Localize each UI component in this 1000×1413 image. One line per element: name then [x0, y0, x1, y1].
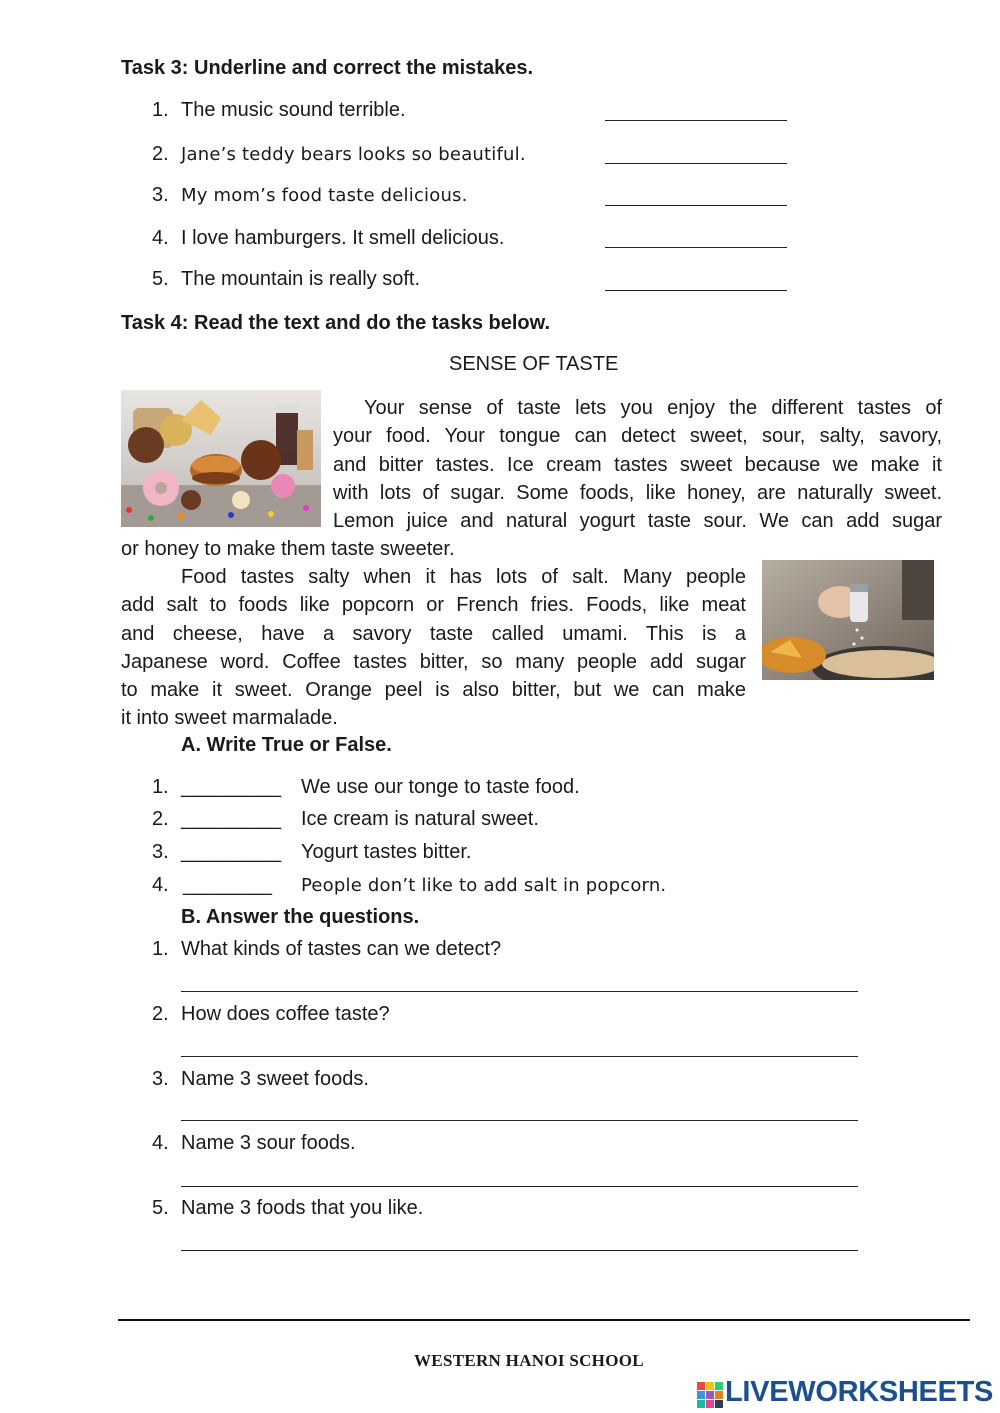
paragraph-line: Lemon juice and natural yogurt taste sour. We can add sugar [333, 510, 942, 533]
part-a-title: A. Write True or False. [181, 734, 392, 756]
task3-item-number: 2. [152, 143, 169, 165]
answer-line[interactable] [181, 1186, 858, 1187]
task3-item-number: 4. [152, 227, 169, 249]
food-photo-icon [121, 390, 321, 527]
liveworksheets-logo-icon [697, 1382, 723, 1408]
part-a-item-number: 3. [152, 841, 169, 863]
part-a-item-text: People don’t like to add salt in popcorn. [301, 875, 667, 896]
answer-line[interactable] [181, 1120, 858, 1121]
salting-food-photo-icon [762, 560, 934, 680]
answer-blank[interactable] [605, 205, 787, 206]
answer-blank[interactable] [605, 120, 787, 121]
liveworksheets-logo[interactable] [697, 1378, 997, 1412]
task3-item-number: 1. [152, 99, 169, 121]
school-name: WESTERN HANOI SCHOOL [414, 1351, 644, 1370]
true-false-blank[interactable]: _________ [181, 776, 282, 798]
part-a-item-text: Ice cream is natural sweet. [301, 808, 539, 830]
paragraph-line: with lots of sugar. Some foods, like honey, are naturally sweet. [333, 481, 942, 504]
true-false-blank[interactable]: _________ [181, 841, 282, 863]
junk-food-image [121, 390, 321, 527]
answer-blank[interactable] [605, 247, 787, 248]
answer-blank[interactable] [605, 290, 787, 291]
part-b-question: Name 3 sour foods. [181, 1132, 356, 1154]
answer-line[interactable] [181, 991, 858, 992]
paragraph-line: and cheese, have a savory taste called umami. This is a [121, 622, 746, 645]
task3-item-text: I love hamburgers. It smell delicious. [181, 227, 505, 249]
liveworksheets-wordmark: LIVEWORKSHEETS [725, 1376, 994, 1408]
task3-item-text: The music sound terrible. [181, 99, 406, 121]
article-paragraph-2 [121, 563, 746, 733]
paragraph-line: your food. Your tongue can detect sweet, sour, salty, savory, [333, 425, 942, 448]
part-b-title: B. Answer the questions. [181, 906, 420, 928]
part-a-item-text: We use our tonge to taste food. [301, 776, 580, 798]
paragraph-line: to make it sweet. Orange peel is also bitter, but we can make [121, 679, 746, 702]
task3-item-text: My mom’s food taste delicious. [181, 185, 468, 206]
task3-item-number: 5. [152, 268, 169, 290]
part-b-question: Name 3 sweet foods. [181, 1068, 369, 1090]
part-b-item-number: 4. [152, 1132, 169, 1154]
task4-title: Task 4: Read the text and do the tasks below. [121, 312, 550, 334]
paragraph-line: or honey to make them taste sweeter. [121, 538, 455, 560]
article-paragraph-1 [333, 394, 942, 535]
task3-title: Task 3: Underline and correct the mistakes. [121, 57, 534, 79]
paragraph-line: Food tastes salty when it has lots of salt. Many people [181, 566, 746, 588]
true-false-blank[interactable]: ________ [183, 874, 272, 896]
task3-item-text: Jane’s teddy bears looks so beautiful. [181, 144, 526, 165]
paragraph-line: and bitter tastes. Ice cream tastes sweet because we make it [333, 453, 942, 476]
true-false-blank[interactable]: _________ [181, 808, 282, 830]
answer-line[interactable] [181, 1250, 858, 1251]
article-paragraph-1-end [121, 535, 621, 563]
part-b-item-number: 5. [152, 1197, 169, 1219]
part-b-item-number: 2. [152, 1003, 169, 1025]
part-a-item-number: 1. [152, 776, 169, 798]
part-b-question: How does coffee taste? [181, 1003, 390, 1025]
part-a-item-number: 4. [152, 874, 169, 896]
task3-item-number: 3. [152, 184, 169, 206]
answer-line[interactable] [181, 1056, 858, 1057]
salt-shaker-image [762, 560, 934, 680]
answer-blank[interactable] [605, 163, 787, 164]
part-b-question: Name 3 foods that you like. [181, 1197, 424, 1219]
paragraph-line: Japanese word. Coffee tastes bitter, so many people add sugar [121, 650, 746, 673]
article-title: SENSE OF TASTE [449, 353, 619, 375]
paragraph-line: Your sense of taste lets you enjoy the different tastes of [364, 397, 942, 419]
part-b-item-number: 3. [152, 1068, 169, 1090]
paragraph-line: add salt to foods like popcorn or French fries. Foods, like meat [121, 594, 746, 617]
part-b-item-number: 1. [152, 938, 169, 960]
part-a-item-text: Yogurt tastes bitter. [301, 841, 472, 863]
paragraph-line: it into sweet marmalade. [121, 707, 338, 730]
part-a-item-number: 2. [152, 808, 169, 830]
part-b-question: What kinds of tastes can we detect? [181, 938, 502, 960]
footer-divider [118, 1319, 970, 1321]
task3-item-text: The mountain is really soft. [181, 268, 420, 290]
